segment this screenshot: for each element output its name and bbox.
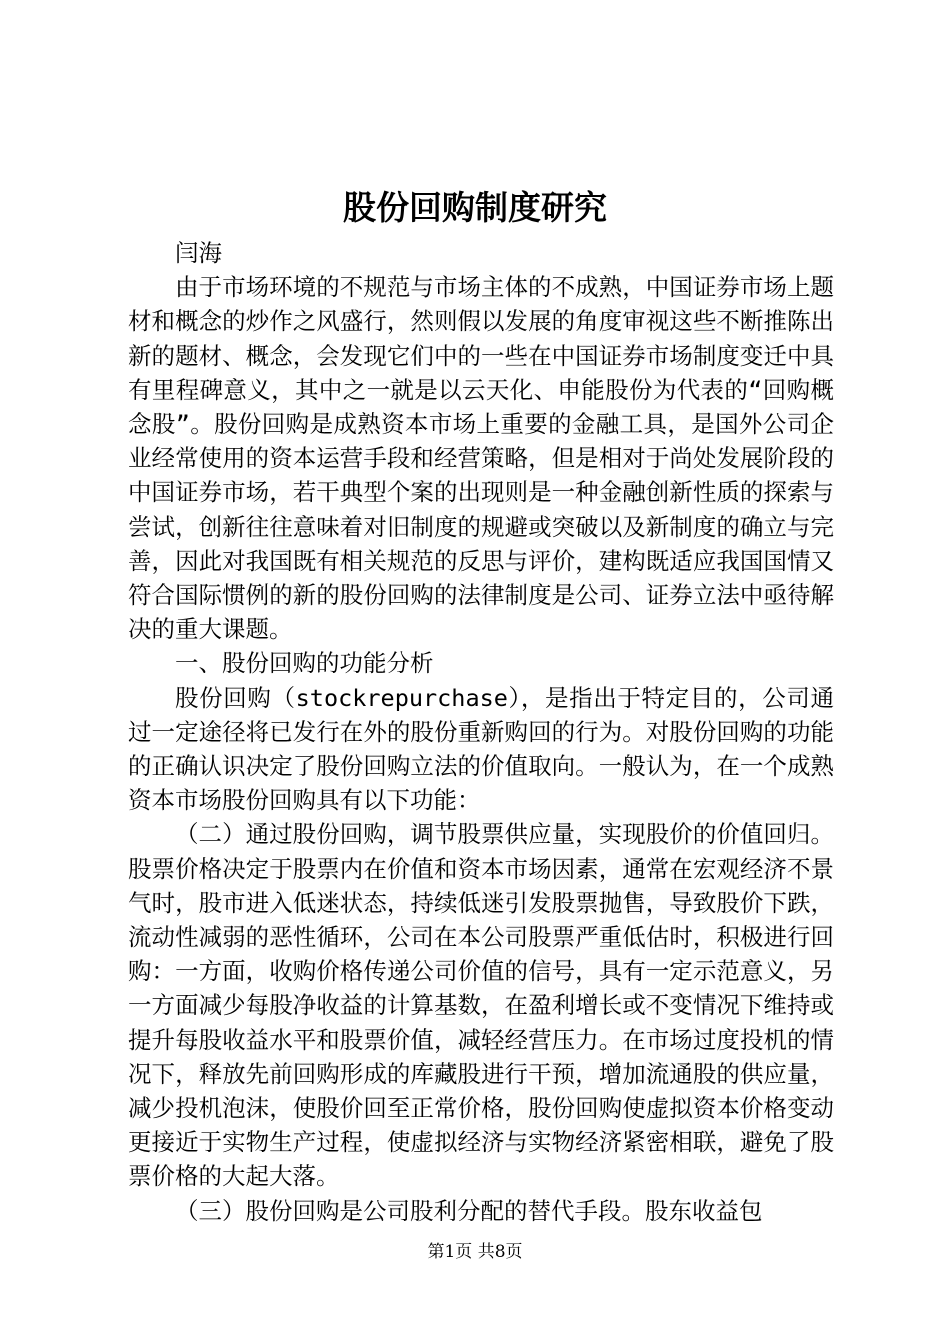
document-body	[128, 236, 834, 1228]
page-footer: 第1页 共8页	[427, 1242, 523, 1262]
paragraph-function-2: （二）通过股份回购，调节股票供应量，实现股价的价值回归。股票价格决定于股票内在价值和资本市场因素，通常在宏观经济不景气时，股市进入低迷状态，持续低迷引发股票抛售，导致股价下跌，流动性减弱的恶性循环，公司在本公司股票严重低估时，积极进行回购：一方面，收购价格传递公司价值的信号，具有一定示范意义，另一方面减少每股净收益的计算基数，在盈利增长或不变情况下维持或提升每股收益水平和股票价值，减轻经营压力。在市场过度投机的情况下，释放先前回购形成的库藏股进行干预，增加流通股的供应量，减少投机泡沫，使股价回至正常价格，股份回购使虚拟资本价格变动更接近于实物生产过程，使虚拟经济与实物经济紧密相联，避免了股票价格的大起大落。	[128, 820, 834, 1191]
author-name: 闫海	[175, 239, 222, 267]
section-heading-1: 一、股份回购的功能分析	[175, 649, 434, 678]
document-title: 股份回购制度研究	[343, 188, 607, 227]
paragraph-intro: 由于市场环境的不规范与市场主体的不成熟，中国证券市场上题材和概念的炒作之风盛行，然则假以发展的角度审视这些不断推陈出新的题材、概念，会发现它们中的一些在中国证券市场制度变迁中具有里程碑意义，其中之一就是以云天化、申能股份为代表的“回购概念股”。股份回购是成熟资本市场上重要的金融工具，是国外公司企业经常使用的资本运营手段和经营策略，但是相对于尚处发展阶段的中国证券市场，若干典型个案的出现则是一种金融创新性质的探索与尝试，创新往往意味着对旧制度的规避或突破以及新制度的确立与完善，因此对我国既有相关规范的反思与评价，建构既适应我国国情又符合国际惯例的新的股份回购的法律制度是公司、证券立法中亟待解决的重大课题。	[128, 273, 834, 644]
paragraph-definition: 股份回购（stockrepurchase），是指出于特定目的，公司通过一定途径将已发行在外的股份重新购回的行为。对股份回购的功能的正确认识决定了股份回购立法的价值取向。一般认为，在一个成熟资本市场股份回购具有以下功能：	[128, 683, 834, 815]
paragraph-function-3: （三）股份回购是公司股利分配的替代手段。股东收益包	[175, 1196, 763, 1225]
